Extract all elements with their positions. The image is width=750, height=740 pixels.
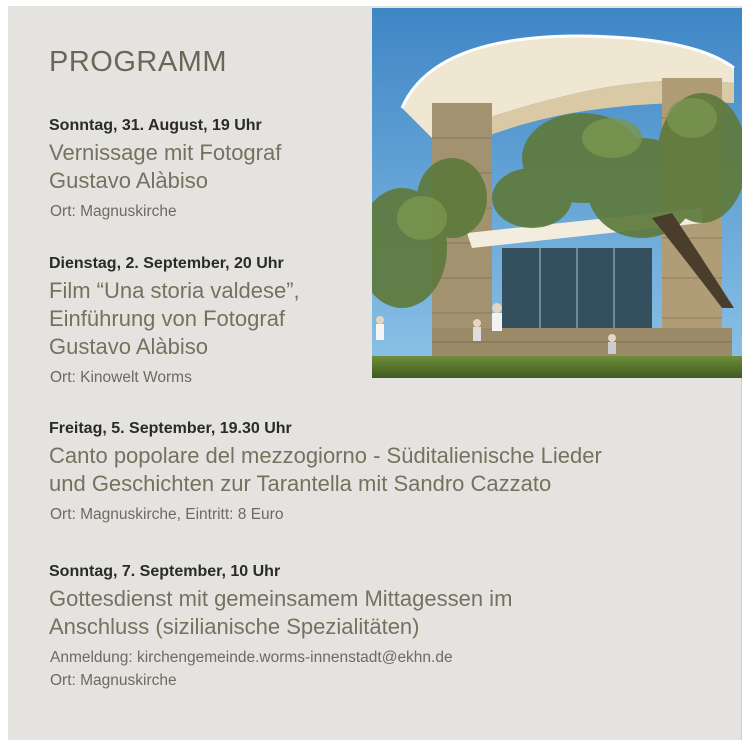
event-title-line: Gottesdienst mit gemeinsamem Mittagessen im xyxy=(49,586,513,611)
event-date: Sonntag, 7. September, 10 Uhr xyxy=(49,563,281,580)
event-title xyxy=(49,585,719,641)
event-meta-line: Ort: Magnuskirche xyxy=(50,672,177,689)
event-details xyxy=(50,646,719,692)
registration-email: Anmeldung: kirchengemeinde.worms-innenstadt@ekhn.de xyxy=(50,649,453,666)
event-meta-line: Ort: Magnuskirche xyxy=(50,203,177,220)
event-item xyxy=(49,117,369,223)
event-date: Sonntag, 31. August, 19 Uhr xyxy=(49,117,262,134)
event-title-line: Vernissage mit Fotograf xyxy=(49,140,282,165)
event-title-line: Einführung von Fotograf xyxy=(49,306,286,331)
event-meta-line: Ort: Magnuskirche, Eintritt: 8 Euro xyxy=(50,506,284,523)
event-item xyxy=(49,255,369,389)
event-title xyxy=(49,139,369,195)
event-meta-line: Ort: Kinowelt Worms xyxy=(50,369,192,386)
event-title-line: und Geschichten zur Tarantella mit Sandro Cazzato xyxy=(49,471,552,496)
event-item xyxy=(49,563,719,692)
event-location xyxy=(50,200,369,223)
event-title-line: Gustavo Alàbiso xyxy=(49,334,208,359)
program-heading: PROGRAMM xyxy=(49,46,227,78)
event-date: Freitag, 5. September, 19.30 Uhr xyxy=(49,420,292,437)
villa-photo-icon xyxy=(372,8,742,378)
event-title-line: Gustavo Alàbiso xyxy=(49,168,208,193)
event-location xyxy=(50,366,369,389)
event-title xyxy=(49,277,369,361)
event-title-line: Film “Una storia valdese”, xyxy=(49,278,300,303)
program-page xyxy=(8,6,742,740)
event-title-line: Canto popolare del mezzogiorno - Süditalienische Lieder xyxy=(49,443,602,468)
event-location xyxy=(50,503,719,526)
event-date: Dienstag, 2. September, 20 Uhr xyxy=(49,255,284,272)
villa-photo xyxy=(372,8,742,378)
event-title-line: Anschluss (sizilianische Spezialitäten) xyxy=(49,614,420,639)
event-item xyxy=(49,420,719,526)
event-title xyxy=(49,442,719,498)
